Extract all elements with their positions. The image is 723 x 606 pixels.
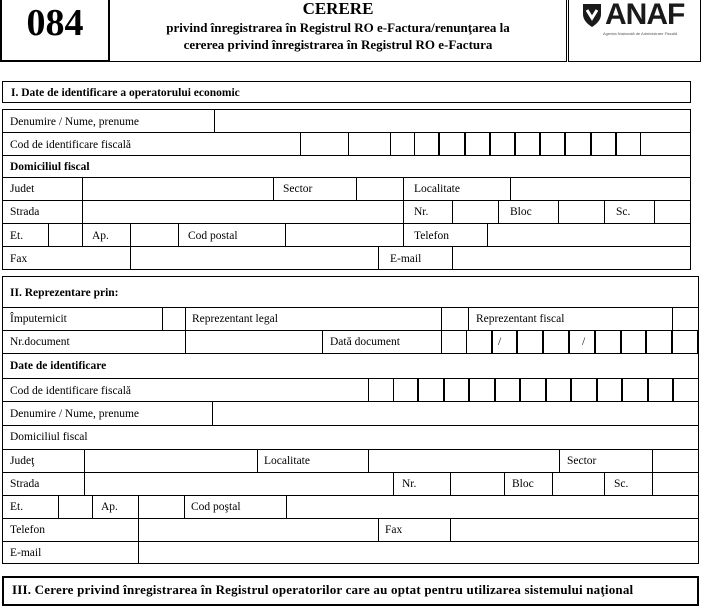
s1-bloc-label: Bloc: [510, 206, 532, 218]
digit-cell[interactable]: [495, 378, 521, 402]
s2-name-input[interactable]: [213, 402, 698, 425]
digit-cell[interactable]: [368, 378, 394, 402]
anaf-logo-text: ANAF: [605, 0, 685, 31]
digit-cell[interactable]: [565, 132, 590, 156]
form-subtitle-line1: privind înregistrarea în Registrul RO e-Factura/renunţarea la: [166, 20, 510, 35]
s2-sc-label: Sc.: [614, 478, 629, 490]
s2-reprezentant-fiscal-label: Reprezentant fiscal: [476, 313, 565, 325]
s1-name-label: Denumire / Nume, prenume: [10, 116, 140, 128]
s2-bloc-label: Bloc: [512, 478, 534, 490]
s1-cif-cells[interactable]: [390, 132, 641, 156]
s1-email-label: E-mail: [390, 253, 422, 265]
form-subtitle-line2: cererea privind înregistrarea în Registrul RO e-Factura: [183, 37, 493, 52]
s2-ap-label: Ap.: [101, 501, 118, 513]
digit-cell[interactable]: [418, 378, 444, 402]
s1-strada-input[interactable]: [83, 201, 403, 223]
digit-cell[interactable]: [465, 132, 490, 156]
s1-et-label: Et.: [10, 230, 24, 242]
digit-cell[interactable]: [466, 330, 492, 354]
s2-strada-label: Strada: [10, 478, 40, 490]
digit-cell[interactable]: [517, 330, 543, 354]
s2-name-label: Denumire / Nume, prenume: [10, 408, 140, 420]
form-code: 084: [26, 2, 84, 44]
digit-cell[interactable]: [591, 132, 616, 156]
digit-cell[interactable]: [393, 378, 419, 402]
s2-strada-input[interactable]: [85, 473, 392, 495]
digit-cell[interactable]: [390, 132, 415, 156]
form-code-box: [0, 0, 110, 62]
digit-cell[interactable]: [520, 378, 546, 402]
digit-cell[interactable]: [571, 378, 597, 402]
digit-cell[interactable]: [621, 330, 647, 354]
title-box: [110, 0, 567, 62]
section2-title: II. Reprezentare prin:: [10, 287, 119, 299]
s2-cod-postal-input[interactable]: [287, 496, 698, 518]
anaf-logo-tagline: Agenția Națională de Administrare Fiscală: [603, 31, 678, 36]
digit-cell[interactable]: [444, 378, 470, 402]
digit-cell[interactable]: [515, 132, 540, 156]
s1-ap-label: Ap.: [92, 230, 109, 242]
s1-judet-label: Judet: [10, 183, 35, 195]
s2-fax-input[interactable]: [451, 519, 698, 541]
digit-cell[interactable]: [622, 378, 648, 402]
s1-sector-label: Sector: [283, 183, 313, 195]
s2-reprezentant-fiscal-checkbox[interactable]: [673, 308, 698, 330]
s2-sector-input[interactable]: [653, 450, 698, 472]
s1-sector-input[interactable]: [357, 178, 403, 200]
s1-sc-label: Sc.: [616, 206, 631, 218]
digit-cell[interactable]: [469, 378, 495, 402]
digit-cell[interactable]: [414, 132, 439, 156]
s2-fax-label: Fax: [385, 524, 403, 536]
s1-name-input[interactable]: [215, 110, 690, 132]
section1-title: I. Date de identificare a operatorului economic: [11, 87, 240, 99]
digit-cell[interactable]: [597, 378, 623, 402]
s1-email-input[interactable]: [453, 247, 690, 269]
s2-date-slash1: /: [498, 336, 502, 348]
s1-judet-input[interactable]: [83, 178, 273, 200]
s2-date-cells[interactable]: [441, 330, 699, 354]
s2-reprezentant-legal-checkbox[interactable]: [442, 308, 467, 330]
s2-localitate-input[interactable]: [369, 450, 558, 472]
digit-cell[interactable]: [490, 132, 515, 156]
s2-date-identificare-label: Date de identificare: [10, 360, 107, 372]
s2-email-input[interactable]: [139, 542, 698, 564]
digit-cell[interactable]: [546, 378, 572, 402]
digit-cell[interactable]: [492, 330, 518, 354]
digit-cell[interactable]: [648, 378, 674, 402]
anaf-logo-icon: [581, 2, 603, 28]
s1-fax-input[interactable]: [131, 247, 378, 269]
s2-judet-input[interactable]: [85, 450, 256, 472]
digit-cell[interactable]: [595, 330, 621, 354]
s1-fax-label: Fax: [10, 253, 28, 265]
s2-judet-label: Judeţ: [10, 455, 35, 467]
s1-telefon-label: Telefon: [414, 230, 449, 242]
s1-domiciliu-label: Domiciliul fiscal: [10, 161, 90, 173]
s2-telefon-input[interactable]: [139, 519, 377, 541]
digit-cell[interactable]: [540, 132, 565, 156]
form-title: CERERE: [302, 0, 374, 18]
s2-nr-document-input[interactable]: [186, 331, 321, 353]
s2-telefon-label: Telefon: [10, 524, 45, 536]
section3-title: III. Cerere privind înregistrarea în Registrul operatorilor care au optat pentru utilizarea sistemului naţional: [12, 582, 634, 597]
s1-telefon-input[interactable]: [488, 224, 690, 246]
digit-cell[interactable]: [616, 132, 641, 156]
s2-localitate-label: Localitate: [264, 455, 310, 467]
s2-nr-document-label: Nr.document: [10, 336, 70, 348]
s2-email-label: E-mail: [10, 547, 42, 559]
s2-date-slash2: /: [582, 336, 586, 348]
digit-cell[interactable]: [441, 330, 467, 354]
s2-reprezentant-legal-label: Reprezentant legal: [192, 313, 278, 325]
s1-strada-label: Strada: [10, 206, 40, 218]
digit-cell[interactable]: [646, 330, 672, 354]
logo-box: [568, 0, 701, 62]
s1-nr-label: Nr.: [414, 206, 429, 218]
s2-domiciliu-label: Domiciliul fiscal: [10, 431, 88, 443]
s2-imputernicit-checkbox[interactable]: [163, 308, 184, 330]
digit-cell[interactable]: [672, 330, 698, 354]
s2-cod-postal-label: Cod poştal: [191, 501, 241, 513]
s1-cod-postal-label: Cod postal: [188, 230, 238, 242]
s1-localitate-input[interactable]: [511, 178, 690, 200]
s2-data-document-label: Dată document: [330, 336, 400, 348]
s1-localitate-label: Localitate: [414, 183, 460, 195]
digit-cell[interactable]: [543, 330, 569, 354]
s2-cif-cells[interactable]: [368, 378, 699, 402]
s2-et-label: Et.: [10, 501, 24, 513]
digit-cell[interactable]: [439, 132, 464, 156]
digit-cell[interactable]: [673, 378, 699, 402]
s2-cif-label: Cod de identificare fiscală: [10, 385, 132, 397]
s1-cif-label: Cod de identificare fiscală: [10, 139, 132, 151]
s2-imputernicit-label: Împuternicit: [10, 313, 67, 325]
s2-sector-label: Sector: [567, 455, 597, 467]
section3-header: [2, 576, 699, 606]
s2-nr-label: Nr.: [402, 478, 417, 490]
section1-header: [2, 81, 691, 103]
